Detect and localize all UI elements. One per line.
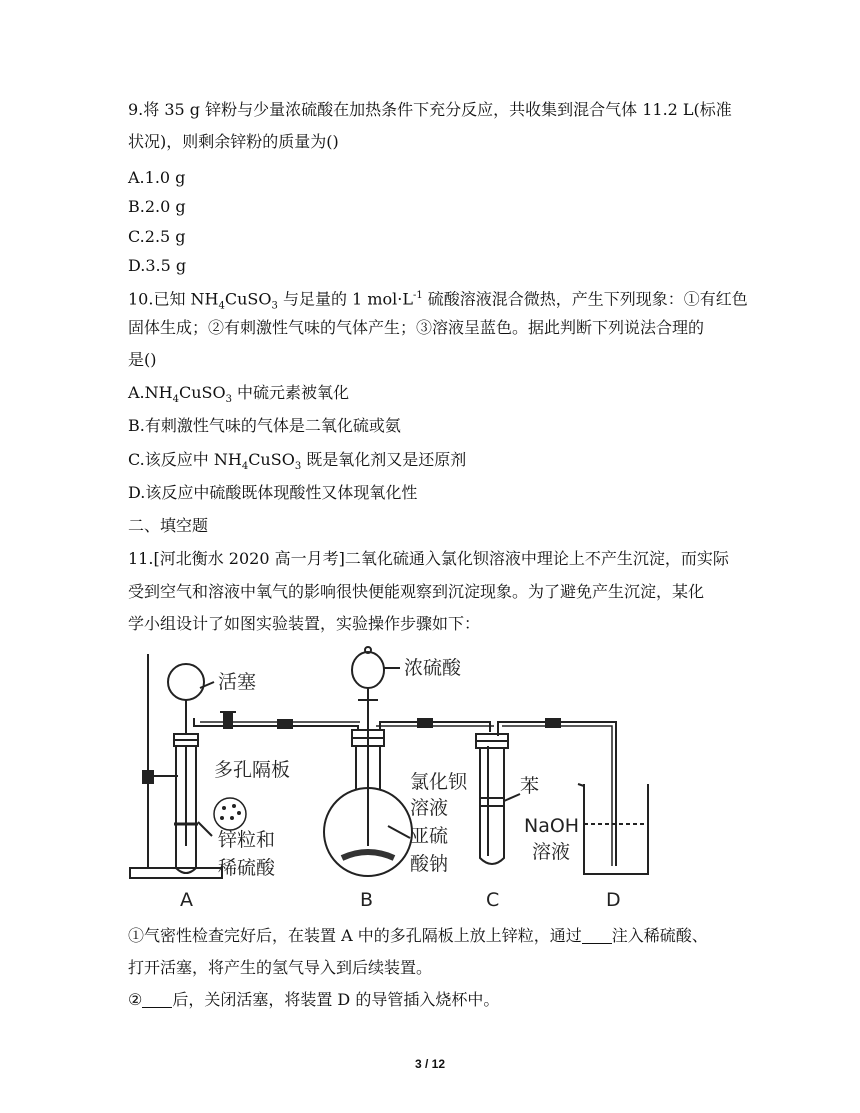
- label-a: A: [180, 889, 193, 911]
- apparatus-a-bulb: [168, 664, 204, 700]
- q11-line-2: 受到空气和溶液中氧气的影响很快便能观察到沉淀现象。为了避免产生沉淀，某化: [128, 582, 705, 601]
- q10-option-d: D.该反应中硫酸既体现酸性又体现氧化性: [128, 483, 418, 502]
- q10-option-a: $A.NH_4CuSO_3$ 中硫元素被氧化: [128, 383, 350, 406]
- q9-option-c: C.2.5 g: [128, 227, 186, 246]
- apparatus-b-dropping-funnel: [352, 652, 384, 688]
- label-sulfite-2: 酸钠: [410, 853, 449, 875]
- answer-blank-1[interactable]: [582, 927, 612, 944]
- label-zinc-2: 稀硫酸: [218, 857, 276, 879]
- label-stopcock: 活塞: [218, 671, 257, 693]
- sodium-sulfite-solid: [342, 852, 394, 858]
- q11-step-1-cont: 打开活塞，将产生的氢气导入到后续装置。: [128, 958, 433, 977]
- apparatus-figure: [128, 646, 661, 912]
- q11-step-2: ② 后，关闭活塞，将装置 D 的导管插入烧杯中。: [128, 990, 500, 1009]
- label-conc-sulfuric-acid: 浓硫酸: [404, 657, 462, 679]
- q9-option-d: D.3.5 g: [128, 256, 187, 275]
- tube-b-c: [380, 722, 490, 732]
- answer-blank-2[interactable]: [142, 991, 172, 1008]
- q9-option-a: A.1.0 g: [128, 168, 186, 187]
- label-naoh-1: NaOH: [524, 815, 580, 837]
- label-d: D: [606, 889, 621, 911]
- q10-option-b: B.有刺激性气味的气体是二氧化硫或氨: [128, 416, 401, 435]
- q9-line-2: 状况)，则剩余锌粉的质量为(): [128, 132, 339, 151]
- q10-line-3: 是(): [128, 350, 157, 369]
- label-c: C: [486, 889, 500, 911]
- label-b: B: [360, 889, 374, 911]
- label-zinc-1: 锌粒和: [218, 829, 276, 851]
- label-bacl2-1: 氯化钡: [410, 771, 468, 793]
- label-perforated-plate: 多孔隔板: [214, 759, 291, 781]
- stand-base: [130, 868, 222, 878]
- label-bacl2-2: 溶液: [410, 797, 449, 819]
- section-heading: 二、填空题: [128, 516, 209, 535]
- q10-line-2: 固体生成；②有刺激性气味的气体产生；③溶液呈蓝色。据此判断下列说法合理的: [128, 318, 705, 337]
- q11-line-1: 11.[河北衡水 2020 高一月考]二氧化硫通入氯化钡溶液中理论上不产生沉淀，而实际: [128, 549, 729, 568]
- stopcock: [224, 714, 232, 728]
- page-number: 3 / 12: [414, 1057, 446, 1071]
- label-benzene: 苯: [520, 775, 540, 797]
- tube-a-b: [194, 718, 358, 734]
- q11-line-3: 学小组设计了如图实验装置，实验操作步骤如下：: [128, 614, 481, 633]
- q11-step-1: ①气密性检查完好后，在装置 A 中的多孔隔板上放上锌粒，通过 注入稀硫酸、: [128, 926, 708, 945]
- q10-line-1: 10.已知 $NH_4CuSO_3$ 与足量的 1 $mol\cdot L^{-1}$ 硫酸溶液混合微热，产生下列现象：①有红色: [128, 289, 748, 312]
- label-naoh-2: 溶液: [532, 841, 571, 863]
- q9-option-b: B.2.0 g: [128, 197, 186, 216]
- q9-line-1: 9.将 35 g 锌粉与少量浓硫酸在加热条件下充分反应，共收集到混合气体 11.2 L(标准: [128, 100, 732, 119]
- label-sulfite-1: 亚硫: [410, 825, 449, 847]
- q10-option-c: C.该反应中 $NH_4CuSO_3$ 既是氧化剂又是还原剂: [128, 450, 467, 473]
- perforated-plate-inset: [214, 798, 246, 830]
